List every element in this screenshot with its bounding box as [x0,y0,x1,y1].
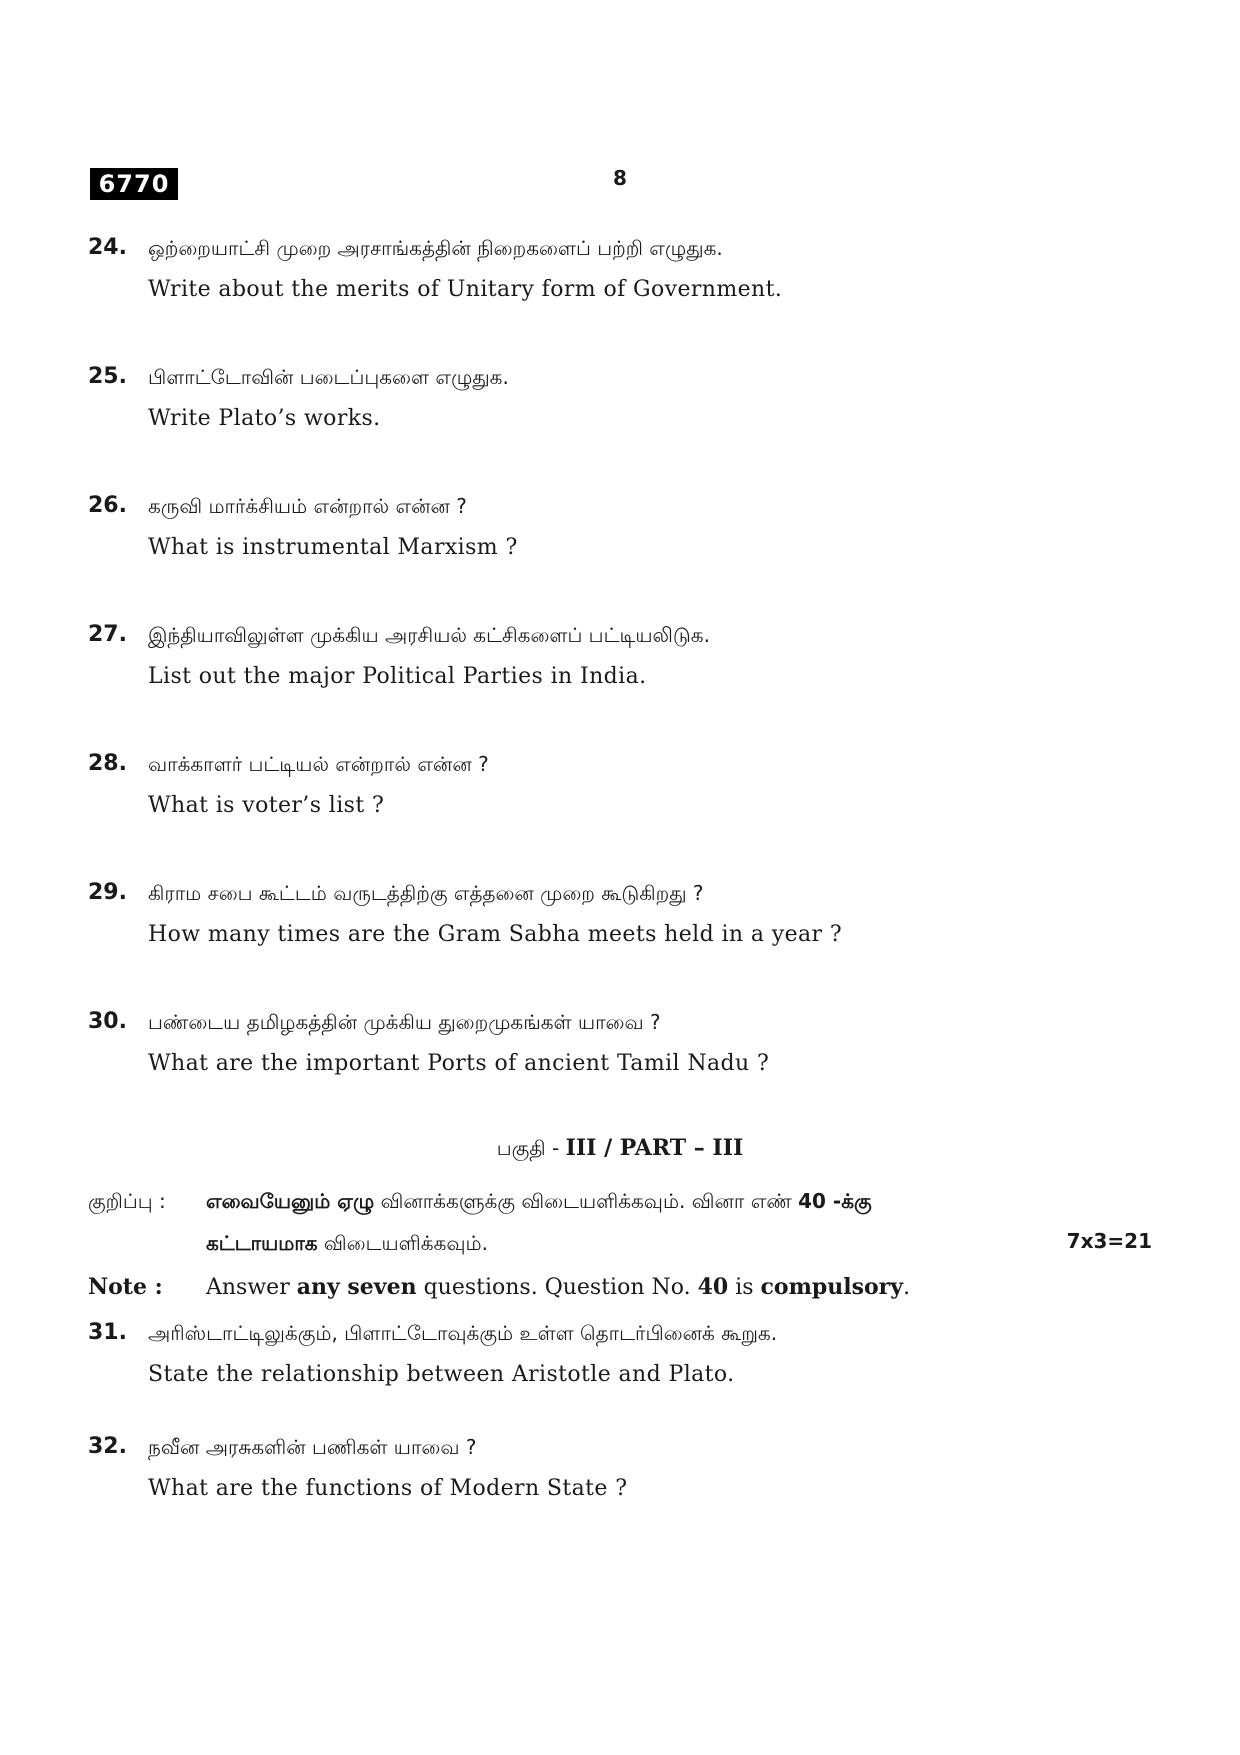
question-number: 32. [88,1434,127,1459]
question-text-english: How many times are the Gram Sabha meets held in a year ? [148,922,843,947]
note-text: விடையளிக்கவும். [317,1231,488,1255]
marks-scheme: 7x3=21 [1066,1229,1152,1253]
part-heading-english: III / PART – III [565,1135,744,1161]
note-emphasis: any seven [296,1274,417,1300]
question-number: 26. [88,493,127,518]
question-text-english: Write Plato’s works. [148,406,381,431]
paper-code: 6770 [90,168,178,200]
question-text-tamil: ஒற்றையாட்சி முறை அரசாங்கத்தின் நிறைகளைப் பற்றி எழுதுக. [148,236,723,260]
question-number: 30. [88,1009,127,1034]
note-emphasis: கட்டாயமாக [206,1231,318,1255]
note-text: Answer [206,1275,297,1300]
note-tamil-line-1 [206,1186,872,1216]
question-text-english: List out the major Political Parties in India. [148,664,647,689]
question-text-tamil: கருவி மார்க்சியம் என்றால் என்ன ? [148,494,467,518]
question-text-tamil: நவீன அரசுகளின் பணிகள் யாவை ? [148,1435,477,1459]
question-text-tamil: கிராம சபை கூட்டம் வருடத்திற்கு எத்தனை முறை கூடுகிறது ? [148,881,704,905]
question-text-english: State the relationship between Aristotle and Plato. [148,1362,735,1387]
note-tamil-line-2 [206,1228,488,1258]
part-heading-tamil: பகுதி - [496,1136,566,1160]
question-text-english: Write about the merits of Unitary form of Government. [148,277,783,302]
note-text: questions. Question No. [416,1275,698,1300]
note-english-text [206,1272,910,1303]
question-text-tamil: பண்டைய தமிழகத்தின் முக்கிய துறைமுகங்கள் யாவை ? [148,1010,661,1034]
question-number: 29. [88,880,127,905]
note-text: வினாக்களுக்கு விடையளிக்கவும். வினா எண் [374,1189,799,1213]
question-number: 31. [88,1320,127,1345]
note-emphasis: compulsory [760,1274,904,1300]
note-text: . [903,1275,911,1300]
question-text-tamil: அரிஸ்டாட்டிலுக்கும், பிளாட்டோவுக்கும் உள்ள தொடர்பினைக் கூறுக. [148,1321,778,1345]
question-text-english: What are the important Ports of ancient Tamil Nadu ? [148,1051,770,1076]
note-tamil-label: குறிப்பு : [88,1189,166,1213]
part-3-heading [0,1133,1240,1164]
question-text-english: What is instrumental Marxism ? [148,535,518,560]
question-number: 24. [88,235,127,260]
note-emphasis: 40 [697,1274,729,1300]
question-number: 28. [88,751,127,776]
note-english-label: Note : [88,1274,163,1300]
note-emphasis: எவையேனும் ஏழு [206,1189,375,1213]
note-text: is [728,1275,761,1300]
question-number: 25. [88,364,127,389]
question-number: 27. [88,622,127,647]
note-emphasis: 40 -க்கு [798,1189,872,1213]
question-text-english: What is voter’s list ? [148,793,385,818]
question-text-tamil: பிளாட்டோவின் படைப்புகளை எழுதுக. [148,365,509,389]
page-number: 8 [613,166,627,190]
question-text-tamil: வாக்காளர் பட்டியல் என்றால் என்ன ? [148,752,489,776]
question-text-english: What are the functions of Modern State ? [148,1476,628,1501]
question-text-tamil: இந்தியாவிலுள்ள முக்கிய அரசியல் கட்சிகளைப் பட்டியலிடுக. [148,623,710,647]
